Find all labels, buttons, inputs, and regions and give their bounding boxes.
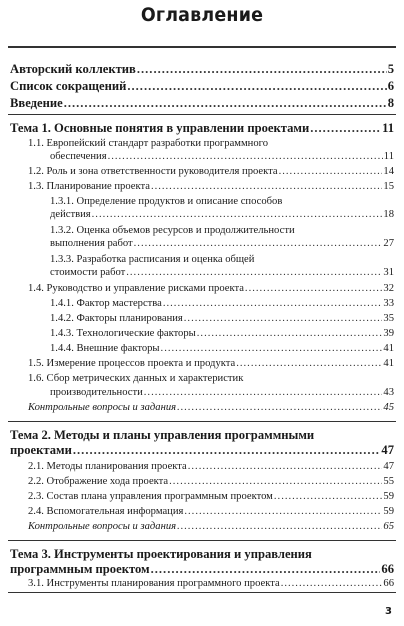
toc-item-1-3-3[interactable]: стоимости работ ..... 31: [50, 267, 394, 278]
toc-item-1-4-1[interactable]: 1.4.1. Фактор мастерства ..... 33: [50, 298, 394, 309]
page-number: 3: [385, 606, 392, 617]
toc-item-1-6[interactable]: производительности ..... 43: [50, 387, 394, 398]
toc-item-3-1[interactable]: 3.1. Инструменты планирования программного проекта ..... 66: [28, 578, 394, 589]
toc-topic-2-line1[interactable]: Тема 2. Методы и планы управления программными: [10, 428, 315, 442]
toc-item-1-3[interactable]: 1.3. Планирование проекта ..... 15: [28, 181, 394, 192]
toc-item-1-3-1[interactable]: действия ..... 18: [50, 209, 394, 220]
toc-topic-3-line1[interactable]: Тема 3. Инструменты проектирования и управления: [10, 547, 312, 561]
toc-item-1-4[interactable]: 1.4. Руководство и управление рисками проекта ..... 32: [28, 283, 394, 294]
toc-item-2-2[interactable]: 2.2. Отображение хода проекта ..... 55: [28, 476, 394, 487]
toc-topic-3[interactable]: программным проектом ..... 66: [10, 562, 394, 577]
toc-entry-introduction[interactable]: Введение ..... 8: [10, 96, 394, 111]
toc-item-1-3-1-line1[interactable]: 1.3.1. Определение продуктов и описание способов: [50, 196, 283, 207]
toc-item-1-5[interactable]: 1.5. Измерение процессов проекта и продукта ..... 41: [28, 358, 394, 369]
title-divider: [8, 46, 396, 48]
toc-item-2-4[interactable]: 2.4. Вспомогательная информация ..... 59: [28, 506, 394, 517]
toc-item-2-3[interactable]: 2.3. Состав плана управления программным проектом ..... 59: [28, 491, 394, 502]
toc-item-2-1[interactable]: 2.1. Методы планирования проекта ..... 47: [28, 461, 394, 472]
toc-item-1-2[interactable]: 1.2. Роль и зона ответственности руководителя проекта ..... 14: [28, 166, 394, 177]
section-divider: [8, 421, 396, 422]
toc-topic-2[interactable]: проектами ..... 47: [10, 443, 394, 458]
toc-item-1-4-2[interactable]: 1.4.2. Факторы планирования ..... 35: [50, 313, 394, 324]
toc-item-1-questions[interactable]: Контрольные вопросы и задания ..... 45: [28, 402, 394, 413]
toc-item-1-3-2-line1[interactable]: 1.3.2. Оценка объемов ресурсов и продолжительности: [50, 225, 295, 236]
toc-entry-authors[interactable]: Авторский коллектив ..... 5: [10, 62, 394, 77]
toc-item-1-3-3-line1[interactable]: 1.3.3. Разработка расписания и оценка общей: [50, 254, 255, 265]
toc-item-1-6-line1[interactable]: 1.6. Сбор метрических данных и характеристик: [28, 373, 244, 384]
toc-item-1-4-3[interactable]: 1.4.3. Технологические факторы ..... 39: [50, 328, 394, 339]
toc-entry-abbreviations[interactable]: Список сокращений ..... 6: [10, 79, 394, 94]
toc-topic-1[interactable]: Тема 1. Основные понятия в управлении проектами ..... 11: [10, 121, 394, 136]
toc-item-1-3-2[interactable]: выполнения работ ..... 27: [50, 238, 394, 249]
page-title: Оглавление: [140, 4, 264, 26]
toc-item-1-4-4[interactable]: 1.4.4. Внешние факторы ..... 41: [50, 343, 394, 354]
toc-item-2-questions[interactable]: Контрольные вопросы и задания ..... 65: [28, 521, 394, 532]
section-divider: [8, 114, 396, 115]
footer-divider: [8, 592, 396, 593]
toc-item-1-1[interactable]: обеспечения ..... 11: [50, 151, 394, 162]
section-divider: [8, 540, 396, 541]
toc-item-1-1-line1[interactable]: 1.1. Европейский стандарт разработки программного: [28, 138, 269, 149]
